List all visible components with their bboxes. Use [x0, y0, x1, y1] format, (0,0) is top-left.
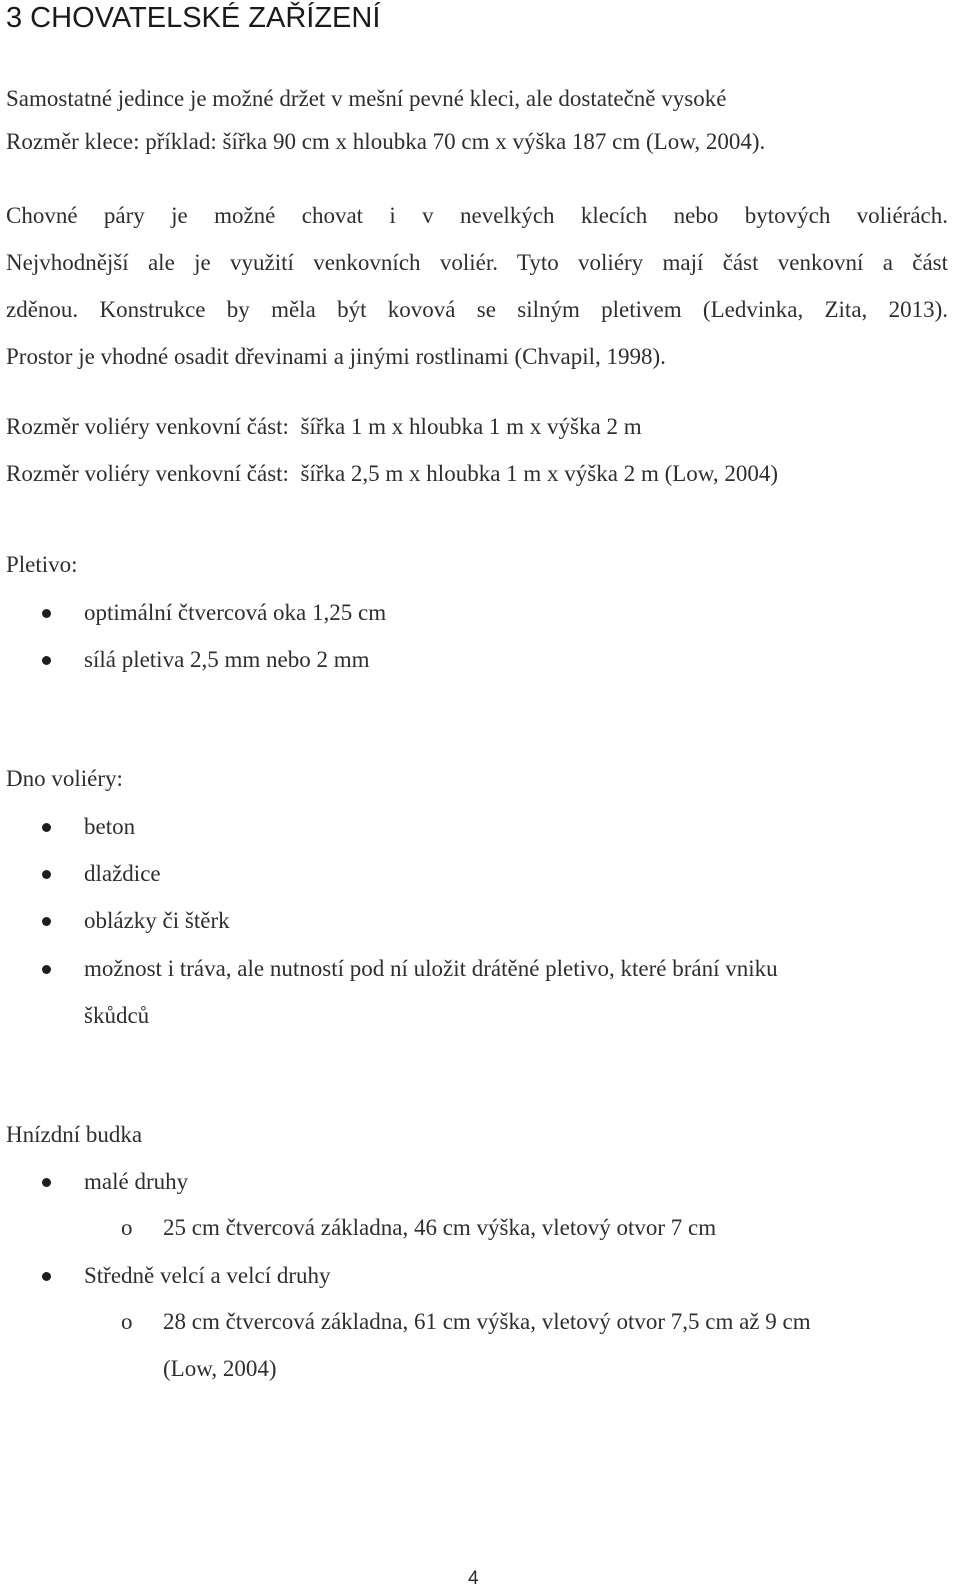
list-item-text: beton	[84, 814, 136, 839]
bullet-icon	[42, 609, 51, 618]
paragraph-line: Chovné páry je možné chovat i v nevelkých klecích nebo bytových voliérách.	[6, 203, 948, 228]
section-heading: 3 CHOVATELSKÉ ZAŘÍZENÍ	[6, 2, 381, 34]
pletivo-label: Pletivo:	[6, 552, 78, 577]
page-number: 4	[468, 1568, 479, 1589]
bullet-icon	[42, 965, 51, 974]
list-item-text: dlaždice	[84, 861, 161, 886]
circle-bullet-icon: o	[121, 1215, 133, 1240]
list-item-text: malé druhy	[84, 1169, 189, 1194]
paragraph-line: Prostor je vhodné osadit dřevinami a jinými rostlinami (Chvapil, 1998).	[6, 344, 666, 369]
paragraph-line: Nejvhodnější ale je využití venkovních voliér. Tyto voliéry mají část venkovní a část	[6, 250, 948, 275]
sub-list-item-continuation: (Low, 2004)	[163, 1356, 277, 1381]
bullet-icon	[42, 823, 51, 832]
list-item-text: možnost i tráva, ale nutností pod ní uložit drátěné pletivo, které brání vniku	[84, 956, 778, 981]
bullet-icon	[42, 1272, 51, 1281]
circle-bullet-icon: o	[121, 1309, 133, 1334]
sub-list-item-text: 25 cm čtvercová základna, 46 cm výška, vletový otvor 7 cm	[163, 1215, 717, 1240]
bullet-icon	[42, 917, 51, 926]
dimension-line: Rozměr voliéry venkovní část: šířka 1 m x hloubka 1 m x výška 2 m	[6, 414, 642, 439]
budka-label: Hnízdní budka	[6, 1122, 143, 1147]
paragraph-line: Samostatné jedince je možné držet v mešní pevné kleci, ale dostatečně vysoké	[6, 86, 727, 111]
dimension-line: Rozměr voliéry venkovní část: šířka 2,5 m x hloubka 1 m x výška 2 m (Low, 2004)	[6, 461, 779, 486]
list-item-continuation: škůdců	[84, 1003, 150, 1028]
list-item-text: Středně velcí a velcí druhy	[84, 1263, 331, 1288]
paragraph-line: Rozměr klece: příklad: šířka 90 cm x hloubka 70 cm x výška 187 cm (Low, 2004).	[6, 129, 766, 154]
paragraph-line: zděnou. Konstrukce by měla být kovová se silným pletivem (Ledvinka, Zita, 2013).	[6, 297, 948, 322]
list-item-text: sílá pletiva 2,5 mm nebo 2 mm	[84, 647, 370, 672]
bullet-icon	[42, 870, 51, 879]
list-item-text: oblázky či štěrk	[84, 908, 230, 933]
dno-label: Dno voliéry:	[6, 766, 123, 791]
bullet-icon	[42, 656, 51, 665]
list-item-text: optimální čtvercová oka 1,25 cm	[84, 600, 387, 625]
bullet-icon	[42, 1178, 51, 1187]
sub-list-item-text: 28 cm čtvercová základna, 61 cm výška, vletový otvor 7,5 cm až 9 cm	[163, 1309, 811, 1334]
